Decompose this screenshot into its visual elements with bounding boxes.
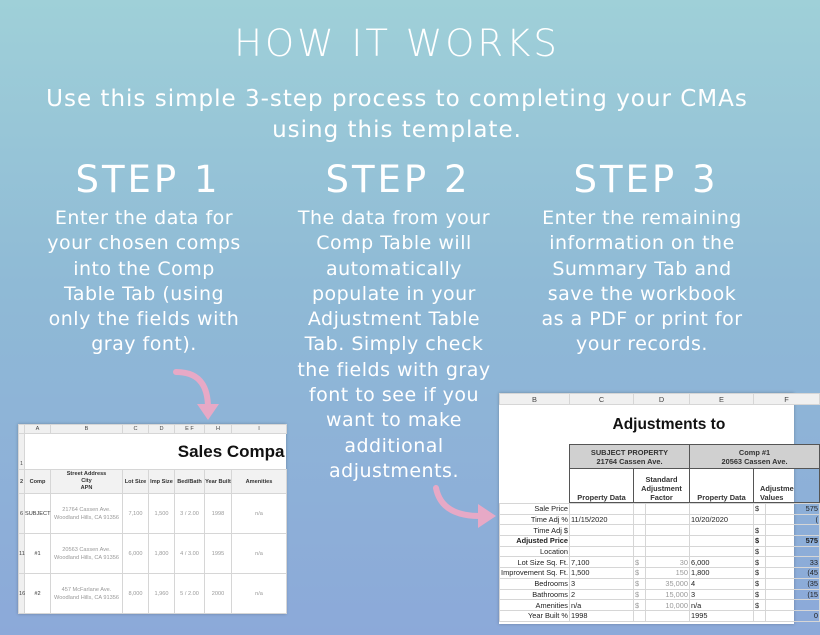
- column-letter: C: [570, 394, 634, 405]
- table-row: [500, 578, 820, 589]
- comp-value-cell: 6,000: [690, 557, 754, 568]
- row-number: 2: [19, 470, 25, 494]
- column-header: Comp: [25, 470, 51, 494]
- adjustments-sheet-preview: [499, 393, 818, 624]
- comp-cell: #1: [25, 534, 51, 574]
- comp-value-cell: 4: [690, 578, 754, 589]
- adjustment-value-cell: (45: [766, 568, 820, 579]
- curved-arrow-icon: [430, 482, 500, 530]
- address-cell: 21764 Cassen Ave. Woodland Hills, CA 91356: [51, 494, 123, 534]
- table-row: [500, 546, 820, 557]
- amenities-cell: n/a: [232, 494, 287, 534]
- adjustment-factor-cell: 15,000: [646, 589, 690, 600]
- currency-symbol: $: [634, 568, 646, 579]
- step-2-heading: STEP 2: [325, 158, 471, 201]
- row-number: 11: [19, 534, 25, 574]
- row-label: Improvement Sq. Ft.: [501, 568, 568, 578]
- currency-symbol: [634, 536, 646, 547]
- row-label: Location: [500, 546, 570, 557]
- comp-value-cell: [690, 546, 754, 557]
- adjustments-table-body: [499, 503, 820, 622]
- currency-symbol: [634, 546, 646, 557]
- table-row: [500, 610, 820, 621]
- subject-value-cell: [570, 536, 634, 547]
- column-header: Property Data: [690, 469, 754, 503]
- currency-symbol: $: [754, 578, 766, 589]
- column-letter: E: [690, 394, 754, 405]
- table-row: [500, 557, 820, 568]
- row-number: 6: [19, 494, 25, 534]
- subject-value-cell: 2: [570, 589, 634, 600]
- currency-symbol: [634, 504, 646, 515]
- subject-value-cell: 1,500: [570, 568, 634, 579]
- subject-value-cell: n/a: [570, 600, 634, 611]
- column-header: Standard Adjustment Factor: [634, 469, 690, 503]
- row-number: 16: [19, 574, 25, 614]
- adjustment-factor-cell: 10,000: [646, 600, 690, 611]
- subject-value-cell: 7,100: [570, 557, 634, 568]
- imp-size-cell: 1,500: [149, 494, 175, 534]
- adjustment-factor-cell: [646, 525, 690, 536]
- currency-symbol: $: [634, 600, 646, 611]
- subject-value-cell: [570, 504, 634, 515]
- column-letter: A: [25, 425, 51, 434]
- step-2-text: The data from your Comp Table will automatically populate in your Adjustment Table Tab. Simply check the fields with gray font to see if you want to make additional adjustments.: [297, 207, 491, 482]
- currency-symbol: $: [754, 589, 766, 600]
- table-row: [500, 514, 820, 525]
- comp-value-cell: [690, 525, 754, 536]
- table-row: [500, 525, 820, 536]
- currency-symbol: $: [634, 578, 646, 589]
- adjustment-value-cell: 0: [766, 610, 820, 621]
- column-header: Year Built: [205, 470, 232, 494]
- table-row: [19, 494, 287, 534]
- currency-symbol: $: [634, 589, 646, 600]
- column-letter: E F: [175, 425, 205, 434]
- step-1-text: Enter the data for your chosen comps into the Comp Table Tab (using only the fields with gray font).: [47, 207, 241, 356]
- currency-symbol: $: [754, 536, 766, 547]
- lot-size-cell: 8,000: [123, 574, 149, 614]
- sales-sheet-title: Sales Compa: [177, 441, 285, 461]
- bed-bath-cell: 3 / 2.00: [175, 494, 205, 534]
- adjustments-sheet-title: Adjustments to: [612, 415, 726, 433]
- currency-symbol: $: [754, 600, 766, 611]
- bed-bath-cell: 4 / 3.00: [175, 534, 205, 574]
- subject-value-cell: [570, 525, 634, 536]
- subject-value-cell: [570, 546, 634, 557]
- currency-symbol: [634, 610, 646, 621]
- row-label: Year Built %: [500, 610, 570, 621]
- table-row: [19, 534, 287, 574]
- page-subtitle: Use this simple 3-step process to completing your CMAs using this template.: [46, 86, 748, 143]
- comp-value-cell: 3: [690, 589, 754, 600]
- adjustment-value-cell: 575: [766, 536, 820, 547]
- comp-value-cell: [690, 504, 754, 515]
- column-letter: D: [149, 425, 175, 434]
- currency-symbol: [634, 514, 646, 525]
- column-letter: C: [123, 425, 149, 434]
- address-cell: 20563 Cassen Ave. Woodland Hills, CA 91356: [51, 534, 123, 574]
- comp-value-cell: 1995: [690, 610, 754, 621]
- subject-property-header: SUBJECT PROPERTY 21764 Cassen Ave.: [570, 445, 690, 469]
- column-letter: F: [754, 394, 820, 405]
- column-letter: D: [634, 394, 690, 405]
- adjustment-factor-cell: 150: [646, 568, 690, 579]
- column-header: Adjustme Values: [754, 469, 820, 503]
- column-header: Lot Size: [123, 470, 149, 494]
- currency-symbol: $: [754, 546, 766, 557]
- year-built-cell: 1995: [205, 534, 232, 574]
- currency-symbol: $: [754, 568, 766, 579]
- amenities-cell: n/a: [232, 574, 287, 614]
- imp-size-cell: 1,960: [149, 574, 175, 614]
- comp-value-cell: n/a: [690, 600, 754, 611]
- adjustment-value-cell: (15: [766, 589, 820, 600]
- comp-1-header: Comp #1 20563 Cassen Ave.: [690, 445, 820, 469]
- subject-value-cell: 1998: [570, 610, 634, 621]
- bed-bath-cell: 5 / 2.00: [175, 574, 205, 614]
- lot-size-cell: 6,000: [123, 534, 149, 574]
- row-label: Time Adj %: [500, 514, 570, 525]
- comp-value-cell: 10/20/2020: [690, 514, 754, 525]
- currency-symbol: [754, 514, 766, 525]
- column-letter: I: [232, 425, 287, 434]
- row-label: Bedrooms: [500, 578, 570, 589]
- adjustment-value-cell: [766, 600, 820, 611]
- currency-symbol: $: [754, 525, 766, 536]
- column-letter: B: [51, 425, 123, 434]
- amenities-cell: n/a: [232, 534, 287, 574]
- page-title: HOW IT WORKS: [234, 22, 560, 65]
- adjustment-factor-cell: [646, 504, 690, 515]
- row-label: Amenities: [500, 600, 570, 611]
- row-label: Sale Price: [500, 504, 570, 515]
- sales-comps-sheet-preview: [18, 424, 286, 614]
- imp-size-cell: 1,800: [149, 534, 175, 574]
- year-built-cell: 2000: [205, 574, 232, 614]
- table-row: [500, 600, 820, 611]
- step-1-heading: STEP 1: [75, 158, 221, 201]
- row-numbers: 1: [19, 434, 25, 470]
- currency-symbol: $: [754, 557, 766, 568]
- currency-symbol: [754, 610, 766, 621]
- row-label: Bathrooms: [500, 589, 570, 600]
- adjustment-value-cell: 33: [766, 557, 820, 568]
- table-row: [500, 504, 820, 515]
- adjustment-factor-cell: [646, 514, 690, 525]
- adjustment-value-cell: (35: [766, 578, 820, 589]
- step-3-text: Enter the remaining information on the Summary Tab and save the workbook as a PDF or print for your records.: [541, 207, 743, 356]
- comp-value-cell: 1,800: [690, 568, 754, 579]
- table-row: [500, 568, 820, 579]
- adjustment-value-cell: [766, 525, 820, 536]
- adjustment-factor-cell: [646, 546, 690, 557]
- adjustment-value-cell: [766, 546, 820, 557]
- comp-value-cell: [690, 536, 754, 547]
- lot-size-cell: 7,100: [123, 494, 149, 534]
- year-built-cell: 1998: [205, 494, 232, 534]
- subject-value-cell: 11/15/2020: [570, 514, 634, 525]
- adjustment-factor-cell: 35,000: [646, 578, 690, 589]
- row-label: Lot Size Sq. Ft.: [500, 557, 570, 568]
- adjustment-factor-cell: [646, 610, 690, 621]
- adjustment-value-cell: (: [766, 514, 820, 525]
- table-row: [500, 589, 820, 600]
- column-letter: H: [205, 425, 232, 434]
- table-row: [500, 536, 820, 547]
- subject-value-cell: 3: [570, 578, 634, 589]
- row-label: Time Adj $: [500, 525, 570, 536]
- currency-symbol: $: [634, 557, 646, 568]
- column-letter: B: [500, 394, 570, 405]
- column-header: Imp Size: [149, 470, 175, 494]
- column-header: Street Address City APN: [51, 470, 123, 494]
- table-row: [19, 574, 287, 614]
- comp-cell: #2: [25, 574, 51, 614]
- comp-cell: SUBJECT: [25, 494, 51, 534]
- column-header: Bed/Bath: [175, 470, 205, 494]
- currency-symbol: [634, 525, 646, 536]
- step-3-heading: STEP 3: [573, 158, 719, 201]
- curved-arrow-icon: [170, 362, 226, 426]
- column-header: Amenities: [232, 470, 287, 494]
- currency-symbol: $: [754, 504, 766, 515]
- column-header: Property Data: [570, 469, 634, 503]
- adjustment-factor-cell: [646, 536, 690, 547]
- adjustment-factor-cell: 30: [646, 557, 690, 568]
- adjustment-value-cell: 575: [766, 504, 820, 515]
- row-label: Adjusted Price: [500, 536, 570, 547]
- address-cell: 457 McFarlane Ave. Woodland Hills, CA 91356: [51, 574, 123, 614]
